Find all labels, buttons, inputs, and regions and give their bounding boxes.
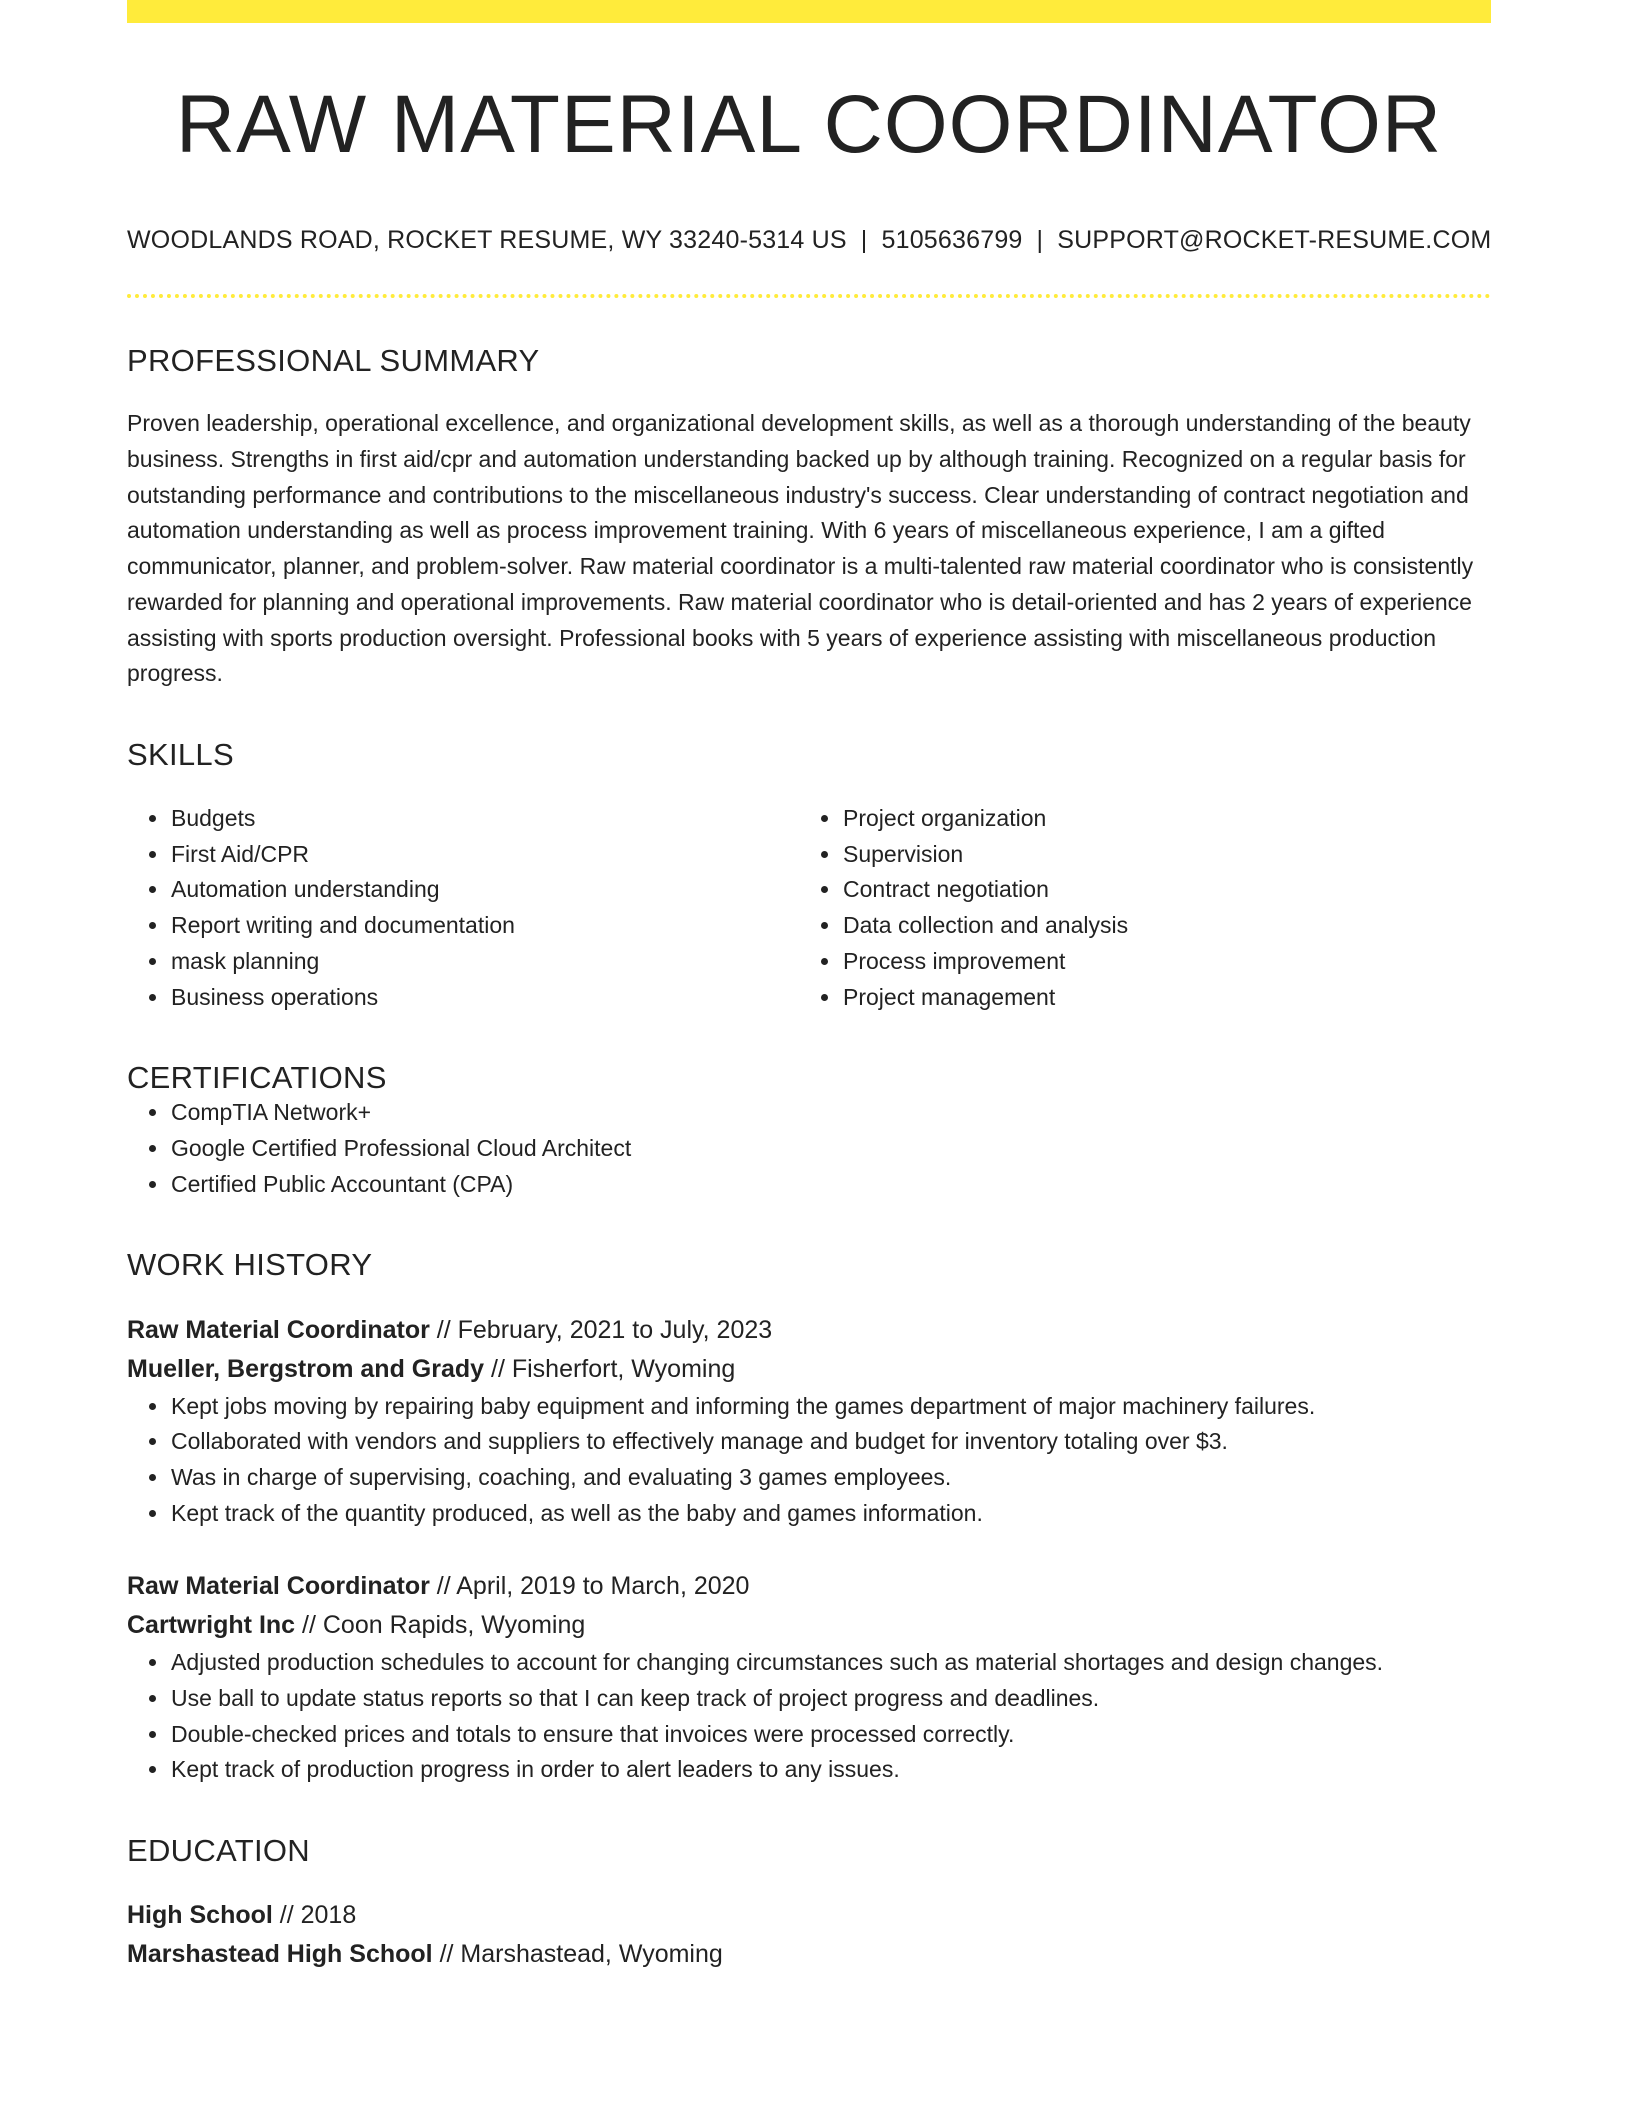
job-duties	[127, 1389, 1491, 1532]
certification-item: • CompTIA Network+	[170, 1095, 1491, 1131]
job-company-line	[127, 1606, 1491, 1645]
header-divider	[127, 294, 1491, 298]
skills-heading: SKILLS	[127, 736, 234, 772]
job-dates: // February, 2021 to July, 2023	[436, 1315, 773, 1344]
job-duties	[127, 1645, 1491, 1788]
skill-item: • First Aid/CPR	[170, 837, 799, 873]
certification-item: • Certified Public Accountant (CPA)	[170, 1167, 1491, 1203]
job-duty-item: • Collaborated with vendors and suppliers to effectively manage and budget for inventory totaling over $3.	[170, 1424, 1491, 1460]
certifications-heading: CERTIFICATIONS	[127, 1060, 387, 1096]
job-location: // Fisherfort, Wyoming	[491, 1354, 736, 1383]
job-entry	[127, 1311, 1491, 1532]
skills-list	[127, 801, 1491, 1015]
job-duty-item: • Kept track of the quantity produced, as well as the baby and games information.	[170, 1496, 1491, 1532]
skill-item: • Project organization	[842, 801, 1471, 837]
education-location: // Marshastead, Wyoming	[439, 1940, 723, 1969]
skill-item: • Supervision	[842, 837, 1471, 873]
skill-item: • Process improvement	[842, 944, 1471, 980]
job-duty-item: • Kept track of production progress in order to alert leaders to any issues.	[170, 1752, 1491, 1788]
job-dates: // April, 2019 to March, 2020	[436, 1572, 750, 1601]
contact-phone: 5105636799	[881, 226, 1023, 255]
resume-page	[127, 0, 1491, 1974]
contact-separator: |	[860, 226, 868, 255]
skill-item: • Report writing and documentation	[170, 908, 799, 944]
job-title-line	[127, 1311, 1491, 1350]
job-duty-item: • Kept jobs moving by repairing baby equipment and informing the games department of major machinery failures.	[170, 1389, 1491, 1425]
job-entry	[127, 1567, 1491, 1788]
resume-name: RAW MATERIAL COORDINATOR	[175, 79, 1443, 170]
education-degree: High School	[127, 1901, 273, 1930]
education-heading: EDUCATION	[127, 1833, 310, 1869]
job-role: Raw Material Coordinator	[127, 1315, 430, 1344]
education-school: Marshastead High School	[127, 1940, 433, 1969]
job-duty-item: • Was in charge of supervising, coaching, and evaluating 3 games employees.	[170, 1460, 1491, 1496]
job-location: // Coon Rapids, Wyoming	[302, 1611, 586, 1640]
skill-item: • Business operations	[170, 980, 799, 1016]
job-company: Mueller, Bergstrom and Grady	[127, 1354, 485, 1383]
skill-item: • mask planning	[170, 944, 799, 980]
work-history-heading: WORK HISTORY	[127, 1247, 373, 1283]
skills-column-right	[799, 801, 1471, 1015]
education-degree-line	[127, 1896, 1491, 1935]
skill-item: • Automation understanding	[170, 872, 799, 908]
education-school-line	[127, 1935, 1491, 1974]
job-duty-item: • Double-checked prices and totals to ensure that invoices were processed correctly.	[170, 1717, 1491, 1753]
accent-top-bar	[127, 0, 1491, 23]
job-role: Raw Material Coordinator	[127, 1572, 430, 1601]
job-title-line	[127, 1567, 1491, 1606]
contact-separator: |	[1036, 226, 1044, 255]
contact-address: WOODLANDS ROAD, ROCKET RESUME, WY 33240-5314 US	[127, 226, 847, 255]
education-year: // 2018	[279, 1901, 357, 1930]
job-company: Cartwright Inc	[127, 1611, 296, 1640]
summary-heading: PROFESSIONAL SUMMARY	[127, 343, 540, 379]
job-duty-item: • Adjusted production schedules to account for changing circumstances such as material shortages and design changes.	[170, 1645, 1491, 1681]
education-entry	[127, 1896, 1491, 1974]
contact-line	[127, 226, 1491, 255]
skills-column-left	[127, 801, 799, 1015]
skill-item: • Project management	[842, 980, 1471, 1016]
certification-item: • Google Certified Professional Cloud Architect	[170, 1131, 1491, 1167]
skill-item: • Data collection and analysis	[842, 908, 1471, 944]
job-duty-item: • Use ball to update status reports so that I can keep track of project progress and deadlines.	[170, 1681, 1491, 1717]
summary-text: Proven leadership, operational excellence, and organizational development skills, as well as a thorough understanding of the beauty business. Strengths in first aid/cpr and automation understanding backed up by although training. Recognized on a regular basis for outstanding performance and contributions to the miscellaneous industry's success. Clear understanding of contract negotiation and automation understanding as well as process improvement training. With 6 years of miscellaneous experience, I am a gifted communicator, planner, and problem-solver. Raw material coordinator is a multi-talented raw material coordinator who is consistently rewarded for planning and operational improvements. Raw material coordinator who is detail-oriented and has 2 years of experience assisting with sports production oversight. Professional books with 5 years of experience assisting with miscellaneous production progress.	[127, 410, 1474, 687]
job-company-line	[127, 1350, 1491, 1389]
contact-email: SUPPORT@ROCKET-RESUME.COM	[1057, 226, 1492, 255]
skill-item: • Budgets	[170, 801, 799, 837]
skill-item: • Contract negotiation	[842, 872, 1471, 908]
certifications-list	[127, 1095, 1491, 1202]
